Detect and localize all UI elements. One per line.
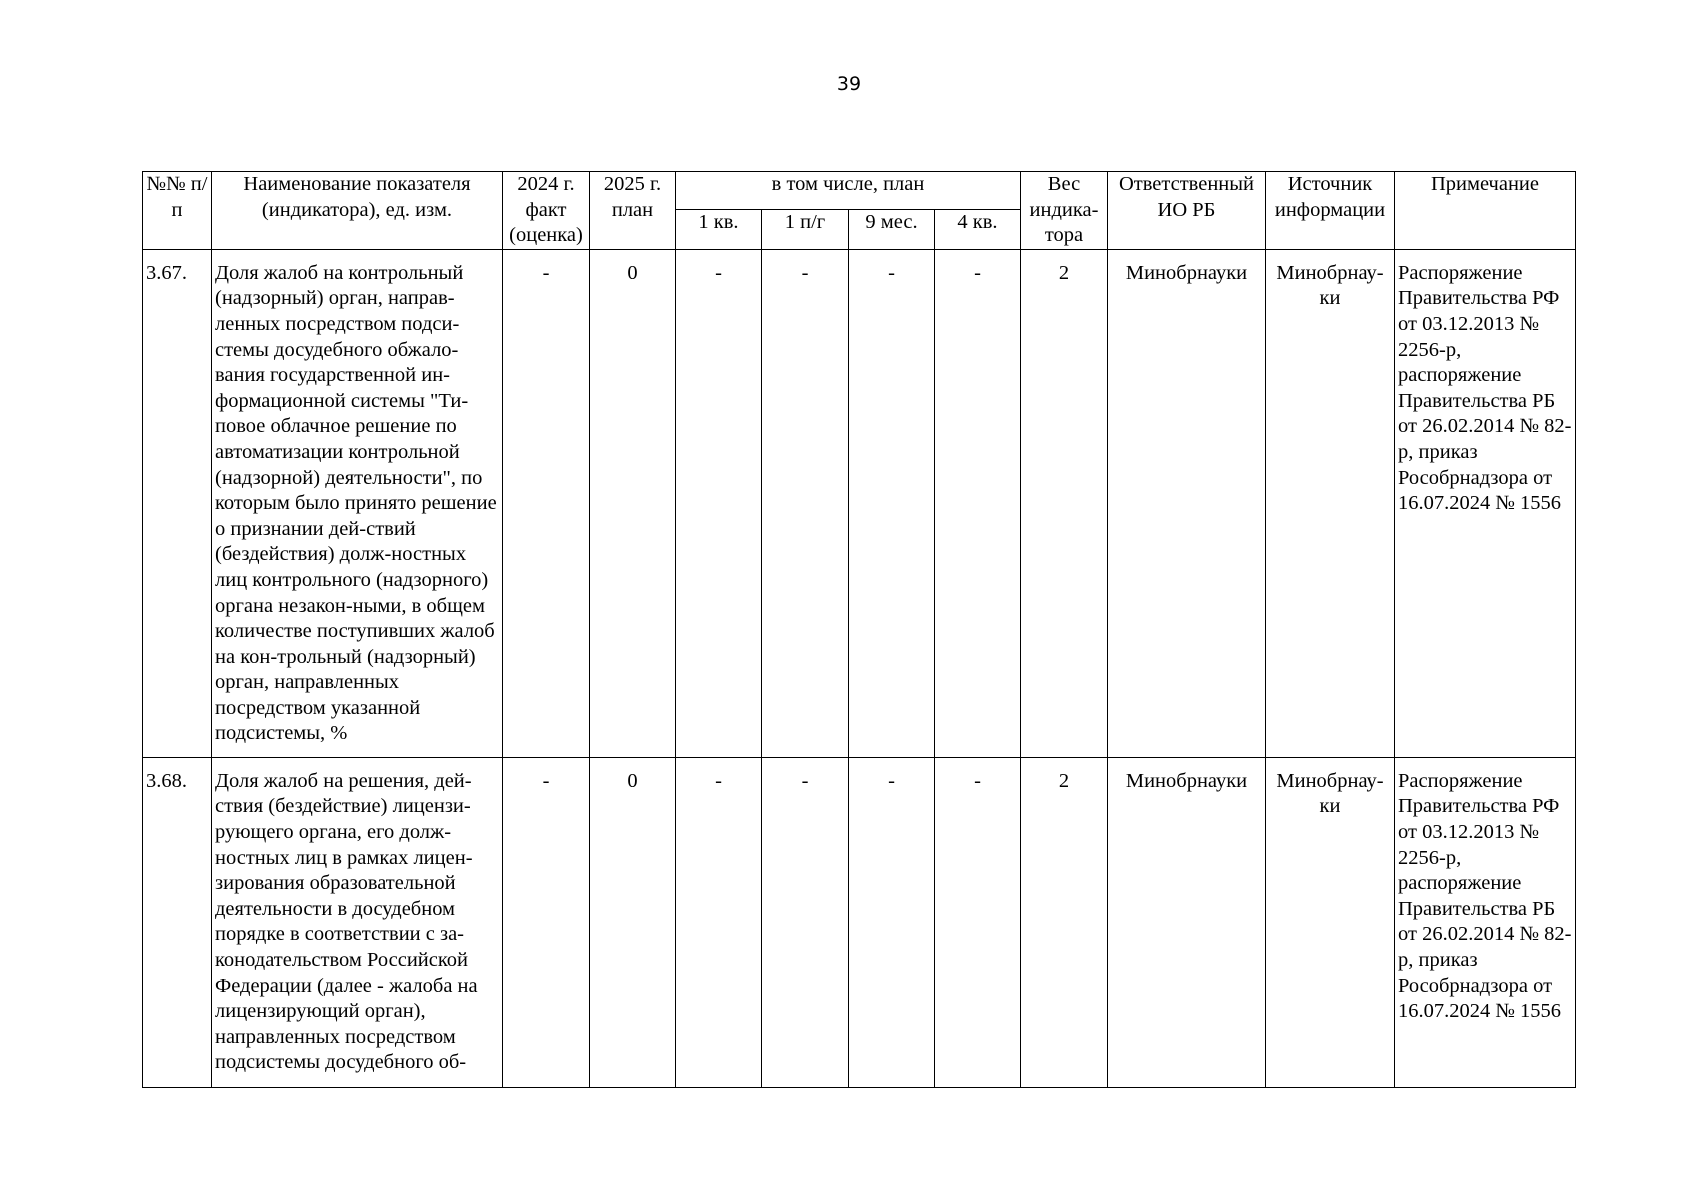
header-source: Источник информации [1266, 172, 1395, 250]
header-h1: 1 п/г [762, 210, 849, 249]
header-q4: 4 кв. [935, 210, 1021, 249]
cell-source: Минобрнау-ки [1266, 249, 1395, 757]
page-number: 39 [836, 73, 862, 95]
header-fact-2024: 2024 г. факт (оценка) [503, 172, 590, 250]
cell-h1: - [762, 757, 849, 1087]
cell-num: 3.67. [143, 249, 212, 757]
table-header-row [143, 172, 1576, 210]
header-plan-2025: 2025 г. план [590, 172, 676, 250]
cell-q1: - [676, 249, 762, 757]
header-responsible: Ответственный ИО РБ [1108, 172, 1266, 250]
cell-h1: - [762, 249, 849, 757]
cell-name: Доля жалоб на решения, дей-ствия (бездействие) лицензи-рующего органа, его долж-ностных лиц в рамках лицен-зирования образовательной деятельности в досудебном порядке в соответствии с за-конодательством Российской Федерации (далее - жалоба на лицензирующий орган), направленных посредством подсистемы досудебного об- [212, 757, 503, 1087]
table-row [143, 757, 1576, 1087]
header-num: №№ п/п [143, 172, 212, 250]
header-name: Наименование показателя (индикатора), ед. изм. [212, 172, 503, 250]
cell-q1: - [676, 757, 762, 1087]
cell-responsible: Минобрнауки [1108, 249, 1266, 757]
cell-q4: - [935, 249, 1021, 757]
cell-9m: - [849, 757, 935, 1087]
cell-name: Доля жалоб на контрольный (надзорный) орган, направ-ленных посредством подси-стемы досудебного обжало-вания государственной ин-формационной системы "Ти-повое облачное решение по автоматизации контрольной (надзорной) деятельности", по которым было принято решение о признании дей-ствий (бездействия) долж-ностных лиц контрольного (надзорного) органа незакон-ными, в общем количестве поступивших жалоб на кон-трольный (надзорный) орган, направленных посредством указанной подсистемы, % [212, 249, 503, 757]
cell-weight: 2 [1021, 249, 1108, 757]
cell-fact-2024: - [503, 757, 590, 1087]
cell-9m: - [849, 249, 935, 757]
header-note: Примечание [1395, 172, 1576, 250]
cell-note: Распоряжение Правительства РФ от 03.12.2013 № 2256-р, распоряжение Правительства РБ от 26.02.2014 № 82-р, приказ Рособрнадзора от 16.07.2024 № 1556 [1395, 757, 1576, 1087]
cell-note: Распоряжение Правительства РФ от 03.12.2013 № 2256-р, распоряжение Правительства РБ от 26.02.2014 № 82-р, приказ Рособрнадзора от 16.07.2024 № 1556 [1395, 249, 1576, 757]
header-incl-plan: в том числе, план [676, 172, 1021, 210]
cell-plan-2025: 0 [590, 249, 676, 757]
header-9m: 9 мес. [849, 210, 935, 249]
cell-num: 3.68. [143, 757, 212, 1087]
header-weight: Вес индика-тора [1021, 172, 1108, 250]
cell-responsible: Минобрнауки [1108, 757, 1266, 1087]
cell-source: Минобрнау-ки [1266, 757, 1395, 1087]
header-q1: 1 кв. [676, 210, 762, 249]
cell-weight: 2 [1021, 757, 1108, 1087]
table-row [143, 249, 1576, 757]
cell-plan-2025: 0 [590, 757, 676, 1087]
indicators-table [142, 171, 1576, 1088]
cell-q4: - [935, 757, 1021, 1087]
cell-fact-2024: - [503, 249, 590, 757]
